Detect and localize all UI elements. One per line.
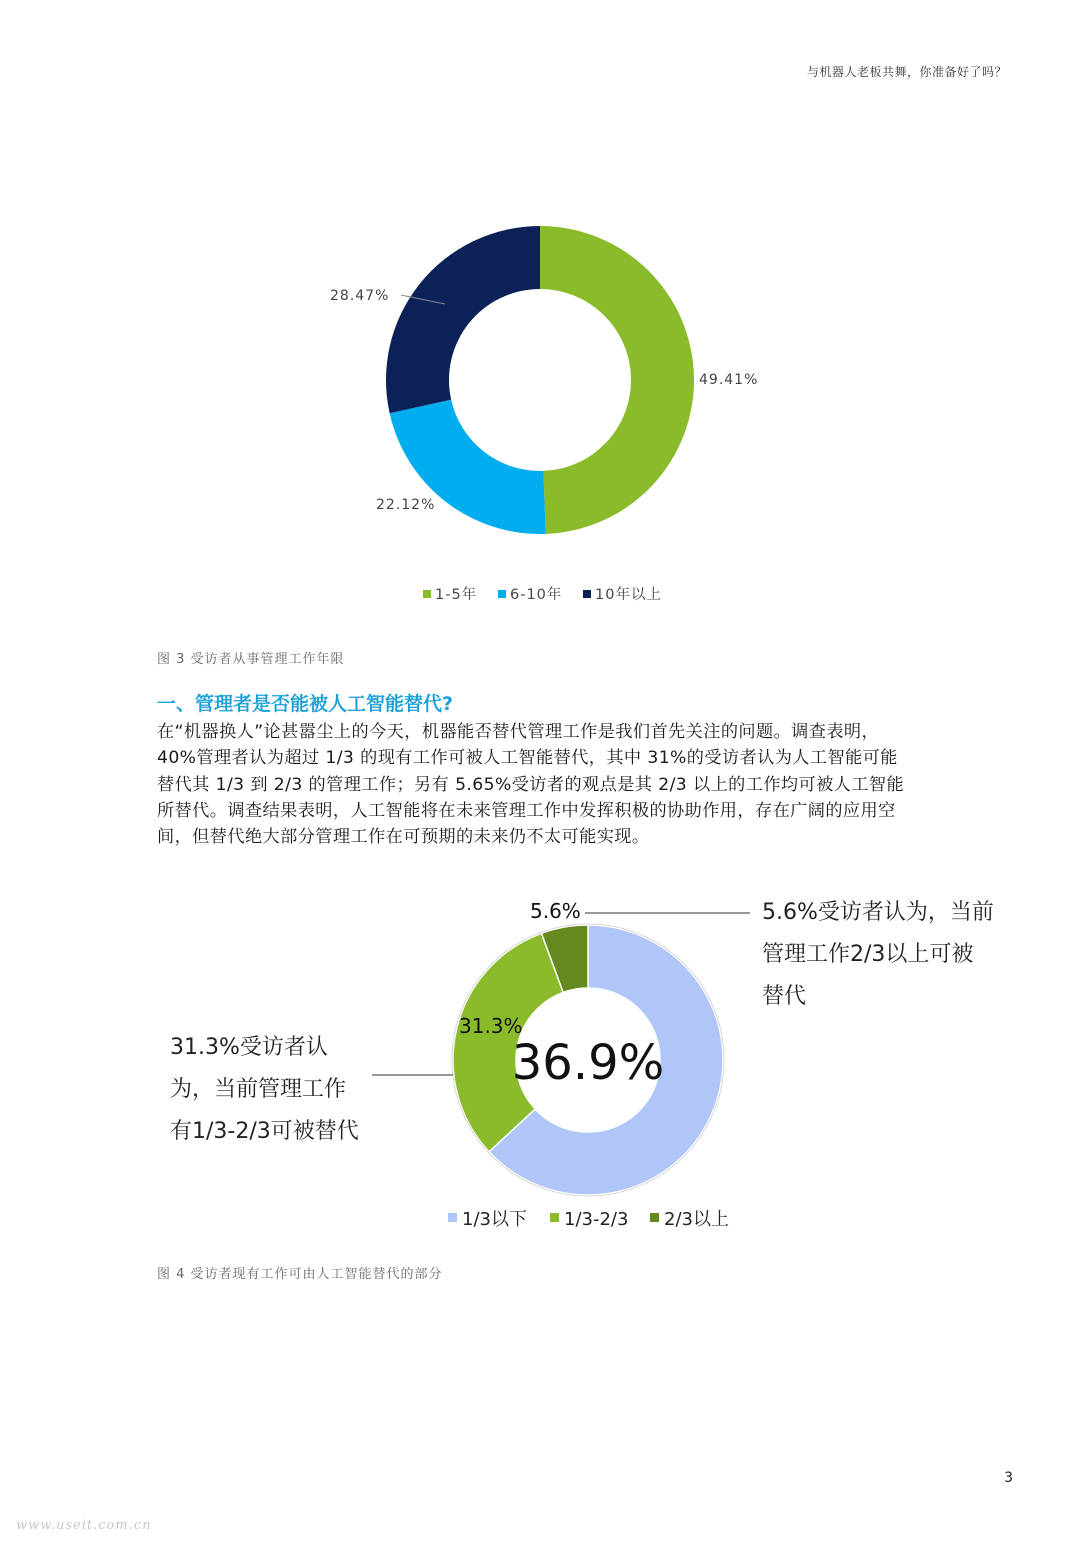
figure3-legend-swatch-1 <box>498 590 506 598</box>
paragraph-line: 替代其 1/3 到 2/3 的管理工作；另有 5.65%受访者的观点是其 2/3 以上的工作均可被人工智能 <box>157 774 905 795</box>
figure4-annotation-left-line: 有1/3-2/3可被替代 <box>170 1119 359 1144</box>
figure3-legend-swatch-0 <box>423 590 431 598</box>
figure4-legend-label-1: 1/3-2/3 <box>564 1209 629 1230</box>
figure3-caption: 图 3 受访者从事管理工作年限 <box>157 652 345 667</box>
figure4-annotation-left-line: 为，当前管理工作 <box>170 1077 347 1102</box>
header-title: 与机器人老板共舞，你准备好了吗？ <box>806 65 1007 79</box>
paragraph-line: 所替代。调查结果表明，人工智能将在未来管理工作中发挥积极的协助作用，存在广阔的应用空 <box>157 800 896 821</box>
paragraph-line: 40%管理者认为超过 1/3 的现有工作可被人工智能替代，其中 31%的受访者认为人工智能可能 <box>157 748 898 769</box>
figure3-data-label-1: 22.12% <box>376 497 436 513</box>
figure3-legend-label-1: 6-10年 <box>510 587 563 603</box>
figure4-annotation-left-line: 31.3%受访者认 <box>170 1035 328 1060</box>
figure4-center-label: 36.9% <box>511 1035 665 1091</box>
paragraph-line: 间，但替代绝大部分管理工作在可预期的未来仍不太可能实现。 <box>157 827 650 848</box>
section-paragraph <box>157 719 1017 850</box>
figure3-slice-0 <box>540 226 694 534</box>
figure3-slice-1 <box>390 400 546 534</box>
figure3-legend-swatch-2 <box>583 590 591 598</box>
figure4-legend-swatch-0 <box>448 1213 457 1222</box>
figure4-legend-swatch-2 <box>650 1213 659 1222</box>
figure4-annotation-right-line: 5.6%受访者认为，当前 <box>762 900 994 925</box>
figure4-donut-chart <box>0 880 1091 1240</box>
figure3-legend-label-0: 1-5年 <box>435 587 478 603</box>
figure4-caption: 图 4 受访者现有工作可由人工智能替代的部分 <box>157 1267 443 1282</box>
section-title: 一、管理者是否能被人工智能替代? <box>157 693 454 715</box>
figure4-legend-swatch-1 <box>550 1213 559 1222</box>
figure4-legend-label-2: 2/3以上 <box>664 1209 729 1230</box>
figure3-slice-2 <box>386 226 540 413</box>
figure3-data-label-2: 28.47% <box>330 288 390 304</box>
figure4-data-label-1: 31.3% <box>459 1014 523 1038</box>
figure3-legend-label-2: 10年以上 <box>595 587 662 603</box>
paragraph-line: 在“机器换人”论甚嚣尘上的今天，机器能否替代管理工作是我们首先关注的问题。调查表明， <box>157 722 880 742</box>
figure3-data-label-0: 49.41% <box>699 372 759 388</box>
figure4-legend-label-0: 1/3以下 <box>462 1209 527 1230</box>
figure4-data-label-2: 5.6% <box>530 899 581 923</box>
watermark: www.useit.com.cn <box>16 1518 152 1533</box>
figure4-annotation-right-line: 管理工作2/3以上可被 <box>762 942 974 967</box>
figure4-annotation-right-line: 替代 <box>762 984 807 1009</box>
figure3-donut-chart <box>0 0 1091 640</box>
page-number: 3 <box>1004 1470 1013 1486</box>
